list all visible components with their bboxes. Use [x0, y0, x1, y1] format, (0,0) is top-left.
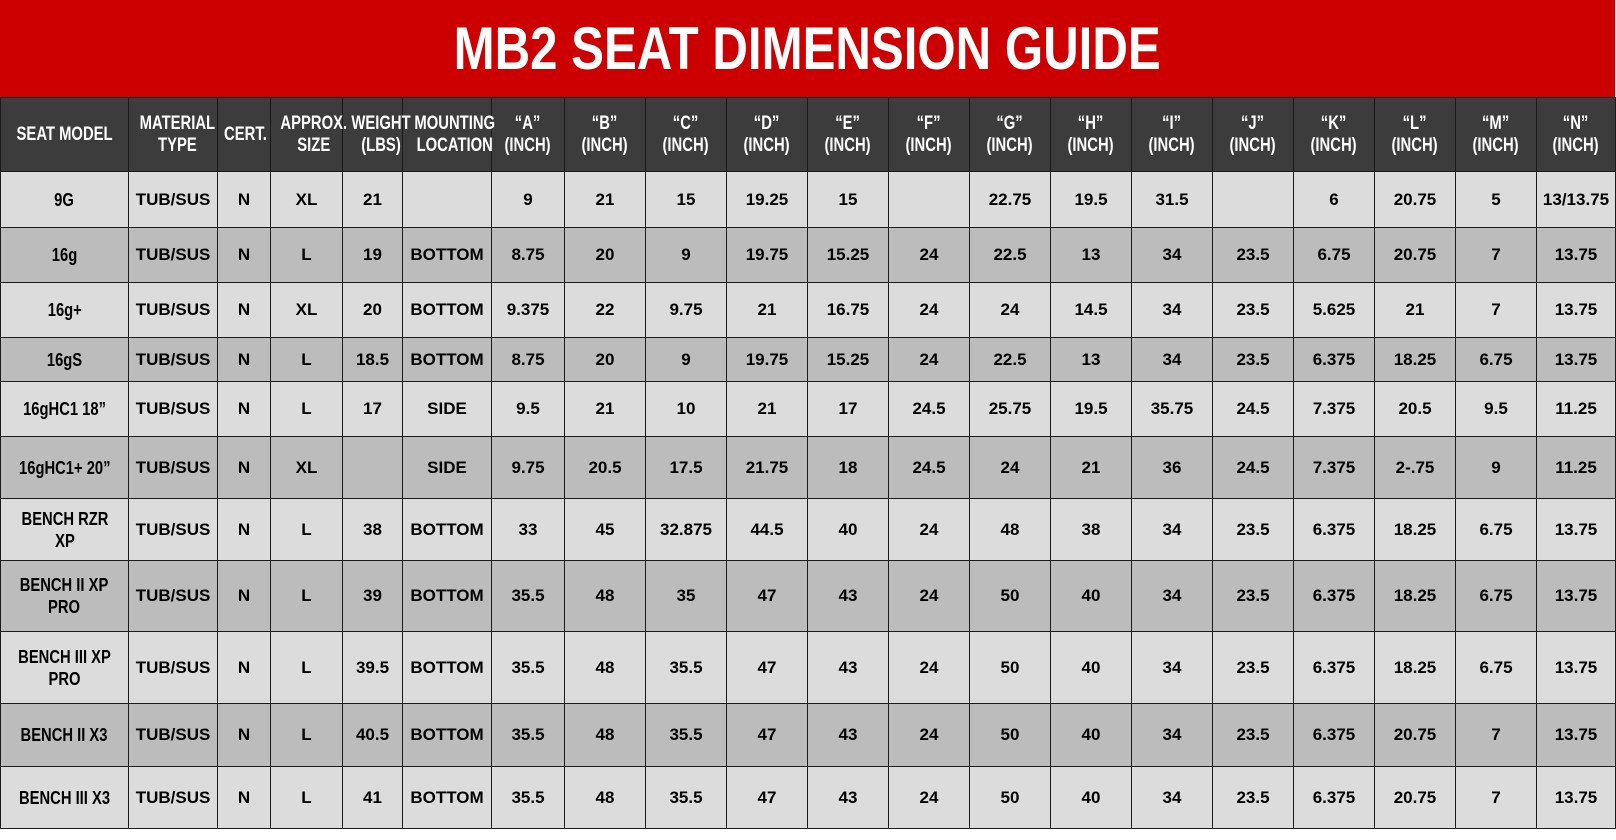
table-cell: 24.5 [889, 437, 970, 499]
table-cell: 6.375 [1294, 499, 1375, 561]
table-cell: TUB/SUS [129, 767, 218, 829]
table-cell: 24 [889, 767, 970, 829]
table-cell: BOTTOM [403, 499, 492, 561]
table-cell: TUB/SUS [129, 632, 218, 704]
table-cell: TUB/SUS [129, 382, 218, 437]
seat-model-label: 16g [51, 245, 78, 265]
column-header [808, 98, 889, 172]
table-cell: TUB/SUS [129, 437, 218, 499]
column-header-label: MATERIAL TYPE [139, 112, 216, 156]
table-cell: 24 [889, 704, 970, 767]
table-cell [343, 437, 403, 499]
table-cell: N [218, 437, 271, 499]
table-cell: N [218, 704, 271, 767]
column-header [970, 98, 1051, 172]
table-cell: 24 [889, 632, 970, 704]
table-cell: 7.375 [1294, 382, 1375, 437]
table-cell: 39.5 [343, 632, 403, 704]
table-row [1, 704, 1616, 767]
seat-model-label: 9G [54, 189, 75, 210]
table-cell [403, 172, 492, 228]
table-cell: 13.75 [1537, 767, 1616, 829]
table-cell: 22.75 [970, 172, 1051, 228]
seat-model-cell [1, 382, 129, 437]
table-cell: N [218, 338, 271, 382]
table-cell: 40.5 [343, 704, 403, 767]
column-header [1051, 98, 1132, 172]
column-header [1294, 98, 1375, 172]
table-row [1, 382, 1616, 437]
seat-model-label: 16gS [46, 349, 83, 370]
table-cell: TUB/SUS [129, 499, 218, 561]
column-header-label: “K” (INCH) [1310, 112, 1358, 156]
table-cell: 22 [565, 283, 646, 338]
table-cell: 11.25 [1537, 437, 1616, 499]
table-cell: 44.5 [727, 499, 808, 561]
table-cell: 24.5 [889, 382, 970, 437]
table-cell: 48 [970, 499, 1051, 561]
table-cell: 35.5 [492, 632, 565, 704]
table-cell: 23.5 [1213, 704, 1294, 767]
table-cell: 18.25 [1375, 561, 1456, 632]
table-cell: L [271, 228, 343, 283]
table-body [1, 172, 1616, 829]
table-cell: N [218, 632, 271, 704]
table-cell: 50 [970, 767, 1051, 829]
table-cell [889, 172, 970, 228]
table-cell: 35.5 [646, 767, 727, 829]
table-cell: 20.5 [565, 437, 646, 499]
table-cell: 40 [808, 499, 889, 561]
table-cell: 18.25 [1375, 499, 1456, 561]
table-cell: 24 [970, 283, 1051, 338]
table-cell: 21 [1375, 283, 1456, 338]
table-cell: BOTTOM [403, 767, 492, 829]
table-cell: 21.75 [727, 437, 808, 499]
table-cell: 13 [1051, 228, 1132, 283]
table-cell: XL [271, 172, 343, 228]
table-cell: 6.75 [1456, 632, 1537, 704]
table-cell: 18.25 [1375, 338, 1456, 382]
table-cell: 19 [343, 228, 403, 283]
table-cell: 43 [808, 632, 889, 704]
table-cell: 24 [889, 338, 970, 382]
table-cell: 20.75 [1375, 172, 1456, 228]
table-cell: 20.75 [1375, 704, 1456, 767]
column-header [1375, 98, 1456, 172]
table-cell: 7 [1456, 228, 1537, 283]
table-cell: 24 [889, 561, 970, 632]
header-row [1, 98, 1616, 172]
table-cell: 48 [565, 632, 646, 704]
table-cell: 9 [492, 172, 565, 228]
title-banner [0, 0, 1615, 97]
table-cell: 47 [727, 704, 808, 767]
table-cell: 6.75 [1456, 499, 1537, 561]
table-cell: 33 [492, 499, 565, 561]
table-cell: 13 [1051, 338, 1132, 382]
column-header-label: “I” (INCH) [1148, 112, 1196, 156]
seat-model-label: BENCH III XP PRO [18, 646, 111, 689]
seat-model-label: 16gHC1 18” [23, 399, 106, 419]
table-cell: 14.5 [1051, 283, 1132, 338]
table-cell: 13.75 [1537, 338, 1616, 382]
column-header [1132, 98, 1213, 172]
column-header-label: WEIGHT (LBS) [351, 112, 411, 156]
table-cell: 13.75 [1537, 499, 1616, 561]
table-cell: 40 [1051, 704, 1132, 767]
table-cell: 21 [727, 283, 808, 338]
table-cell: 21 [727, 382, 808, 437]
table-cell: 8.75 [492, 338, 565, 382]
table-cell: TUB/SUS [129, 704, 218, 767]
table-cell: 34 [1132, 704, 1213, 767]
table-cell: 20 [565, 228, 646, 283]
table-cell: 24.5 [1213, 437, 1294, 499]
table-cell: 47 [727, 632, 808, 704]
table-row [1, 437, 1616, 499]
table-cell: 13.75 [1537, 632, 1616, 704]
table-row [1, 632, 1616, 704]
table-row [1, 172, 1616, 228]
table-cell: N [218, 561, 271, 632]
table-row [1, 338, 1616, 382]
seat-model-cell [1, 499, 129, 561]
table-cell: 23.5 [1213, 767, 1294, 829]
page-title: MB2 SEAT DIMENSION GUIDE [453, 15, 1162, 82]
table-cell: 34 [1132, 499, 1213, 561]
table-cell: L [271, 767, 343, 829]
seat-model-label: BENCH RZR XP [21, 508, 108, 551]
table-cell: 6.375 [1294, 767, 1375, 829]
table-cell: 7 [1456, 704, 1537, 767]
table-cell: 18.25 [1375, 632, 1456, 704]
column-header [1, 98, 129, 172]
table-cell: 24 [970, 437, 1051, 499]
table-cell: 6 [1294, 172, 1375, 228]
column-header [1537, 98, 1616, 172]
column-header [403, 98, 496, 172]
table-cell: 9.5 [1456, 382, 1537, 437]
table-cell: 47 [727, 767, 808, 829]
table-cell: 20.75 [1375, 228, 1456, 283]
table-cell: 43 [808, 704, 889, 767]
seat-model-label: 16g+ [47, 300, 82, 320]
table-cell: 41 [343, 767, 403, 829]
table-cell: TUB/SUS [129, 228, 218, 283]
table-cell: L [271, 632, 343, 704]
table-cell: 6.75 [1294, 228, 1375, 283]
table-cell: 32.875 [646, 499, 727, 561]
table-cell: N [218, 499, 271, 561]
table-cell: 6.375 [1294, 561, 1375, 632]
table-cell: 2-.75 [1375, 437, 1456, 499]
table-cell: 48 [565, 767, 646, 829]
column-header-label: “H” (INCH) [1067, 112, 1115, 156]
table-cell: 15.25 [808, 228, 889, 283]
column-header-label: “E” (INCH) [824, 112, 872, 156]
column-header [565, 98, 646, 172]
table-cell: 11.25 [1537, 382, 1616, 437]
seat-model-label: BENCH II XP PRO [20, 575, 109, 617]
table-cell: 16.75 [808, 283, 889, 338]
table-cell: BOTTOM [403, 228, 492, 283]
table-cell: 20 [565, 338, 646, 382]
table-cell: 9 [1456, 437, 1537, 499]
table-cell: BOTTOM [403, 561, 492, 632]
column-header [727, 98, 808, 172]
table-cell: 5.625 [1294, 283, 1375, 338]
table-cell: 35.5 [646, 632, 727, 704]
seat-model-cell [1, 338, 129, 382]
table-cell: 23.5 [1213, 561, 1294, 632]
table-cell: 43 [808, 767, 889, 829]
table-cell: 20 [343, 283, 403, 338]
column-header [1456, 98, 1537, 172]
table-cell: 9 [646, 228, 727, 283]
table-cell: 19.5 [1051, 172, 1132, 228]
table-cell: 35.5 [492, 767, 565, 829]
table-cell: 6.75 [1456, 561, 1537, 632]
table-cell: L [271, 382, 343, 437]
table-cell: 9 [646, 338, 727, 382]
table-cell: 13.75 [1537, 228, 1616, 283]
table-cell: 13/13.75 [1537, 172, 1616, 228]
table-cell: 50 [970, 632, 1051, 704]
table-cell: L [271, 499, 343, 561]
column-header [129, 98, 218, 172]
table-cell: 19.25 [727, 172, 808, 228]
table-row [1, 499, 1616, 561]
table-cell: N [218, 767, 271, 829]
table-cell: 50 [970, 704, 1051, 767]
table-cell: 40 [1051, 767, 1132, 829]
table-cell: 22.5 [970, 338, 1051, 382]
seat-model-cell [1, 767, 129, 829]
table-cell: 31.5 [1132, 172, 1213, 228]
table-cell: 48 [565, 561, 646, 632]
table-cell: 7 [1456, 283, 1537, 338]
seat-model-cell [1, 172, 129, 228]
table-cell: 18.5 [343, 338, 403, 382]
table-cell: 9.75 [646, 283, 727, 338]
table-cell: 20.5 [1375, 382, 1456, 437]
table-cell: TUB/SUS [129, 283, 218, 338]
table-cell: 6.75 [1456, 338, 1537, 382]
table-cell: 34 [1132, 632, 1213, 704]
table-cell: 23.5 [1213, 499, 1294, 561]
column-header-label: APPROX. SIZE [280, 112, 348, 156]
table-cell: 21 [565, 382, 646, 437]
seat-model-label: BENCH II X3 [21, 725, 108, 745]
table-cell: 35.75 [1132, 382, 1213, 437]
table-cell: 23.5 [1213, 338, 1294, 382]
table-cell: L [271, 561, 343, 632]
column-header-label: “J” (INCH) [1229, 112, 1277, 156]
seat-model-label: 16gHC1+ 20” [18, 457, 111, 478]
seat-model-cell [1, 228, 129, 283]
column-header-label: “G” (INCH) [986, 112, 1034, 156]
table-cell: 47 [727, 561, 808, 632]
seat-model-label: BENCH III X3 [18, 787, 111, 808]
column-header [646, 98, 727, 172]
table-cell: 25.75 [970, 382, 1051, 437]
table-cell: 34 [1132, 283, 1213, 338]
table-cell: 9.75 [492, 437, 565, 499]
table-cell: TUB/SUS [129, 172, 218, 228]
table-cell: 38 [343, 499, 403, 561]
table-cell: 13.75 [1537, 704, 1616, 767]
seat-model-cell [1, 283, 129, 338]
table-cell: 17.5 [646, 437, 727, 499]
column-header-label: “N” (INCH) [1552, 112, 1600, 156]
table-cell: 19.5 [1051, 382, 1132, 437]
table-cell: 9.375 [492, 283, 565, 338]
table-cell: 40 [1051, 632, 1132, 704]
table-cell: 24 [889, 499, 970, 561]
table-cell: 24 [889, 283, 970, 338]
table-cell: 21 [565, 172, 646, 228]
table-cell: XL [271, 283, 343, 338]
table-cell: L [271, 338, 343, 382]
table-cell: 39 [343, 561, 403, 632]
table-cell: SIDE [403, 437, 492, 499]
table-cell: 36 [1132, 437, 1213, 499]
table-cell: 15 [808, 172, 889, 228]
table-row [1, 283, 1616, 338]
column-header-label: “F” (INCH) [905, 112, 953, 156]
table-cell [1213, 172, 1294, 228]
table-cell: 10 [646, 382, 727, 437]
table-cell: N [218, 228, 271, 283]
column-header-label: CERT. [224, 123, 267, 145]
column-header-label: SEAT MODEL [16, 123, 113, 145]
table-cell: 17 [808, 382, 889, 437]
table-cell: 8.75 [492, 228, 565, 283]
seat-dimension-table [0, 97, 1616, 829]
column-header-label: “B” (INCH) [581, 112, 629, 156]
table-cell: 24 [889, 228, 970, 283]
table-cell: N [218, 382, 271, 437]
table-cell: TUB/SUS [129, 338, 218, 382]
column-header-label: “A” (INCH) [504, 112, 552, 156]
table-cell: 50 [970, 561, 1051, 632]
seat-model-cell [1, 632, 129, 704]
table-cell: 17 [343, 382, 403, 437]
column-header-label: MOUNTING LOCATION [414, 112, 496, 156]
table-cell: 43 [808, 561, 889, 632]
column-header [271, 98, 348, 172]
table-cell: 7.375 [1294, 437, 1375, 499]
table-cell: 21 [1051, 437, 1132, 499]
column-header-label: “D” (INCH) [743, 112, 791, 156]
table-cell: L [271, 704, 343, 767]
table-cell: 34 [1132, 561, 1213, 632]
table-cell: 45 [565, 499, 646, 561]
table-cell: 23.5 [1213, 632, 1294, 704]
table-cell: 18 [808, 437, 889, 499]
table-cell: BOTTOM [403, 338, 492, 382]
column-header-label: “M” (INCH) [1472, 112, 1520, 156]
seat-model-cell [1, 561, 129, 632]
table-cell: XL [271, 437, 343, 499]
seat-model-cell [1, 437, 129, 499]
table-cell: N [218, 172, 271, 228]
table-row [1, 767, 1616, 829]
table-cell: BOTTOM [403, 632, 492, 704]
column-header [1213, 98, 1294, 172]
table-cell: 34 [1132, 767, 1213, 829]
column-header [218, 98, 271, 172]
table-cell: 35 [646, 561, 727, 632]
table-cell: BOTTOM [403, 283, 492, 338]
seat-model-cell [1, 704, 129, 767]
table-cell: 20.75 [1375, 767, 1456, 829]
table-cell: 38 [1051, 499, 1132, 561]
table-cell: 13.75 [1537, 561, 1616, 632]
table-cell: N [218, 283, 271, 338]
table-cell: 6.375 [1294, 704, 1375, 767]
table-cell: 5 [1456, 172, 1537, 228]
table-cell: 34 [1132, 228, 1213, 283]
table-cell: 23.5 [1213, 283, 1294, 338]
table-cell: 7 [1456, 767, 1537, 829]
table-cell: 48 [565, 704, 646, 767]
table-cell: 15.25 [808, 338, 889, 382]
table-cell: SIDE [403, 382, 492, 437]
table-cell: 40 [1051, 561, 1132, 632]
table-cell: 35.5 [492, 561, 565, 632]
table-cell: 6.375 [1294, 632, 1375, 704]
table-row [1, 228, 1616, 283]
column-header [343, 98, 411, 172]
table-cell: 22.5 [970, 228, 1051, 283]
table-cell: 19.75 [727, 228, 808, 283]
column-header-label: “L” (INCH) [1391, 112, 1439, 156]
table-cell: 23.5 [1213, 228, 1294, 283]
table-cell: 24.5 [1213, 382, 1294, 437]
table-cell: 19.75 [727, 338, 808, 382]
table-cell: 9.5 [492, 382, 565, 437]
table-cell: BOTTOM [403, 704, 492, 767]
column-header-label: “C” (INCH) [662, 112, 710, 156]
table-cell: 35.5 [646, 704, 727, 767]
table-cell: 15 [646, 172, 727, 228]
table-cell: 21 [343, 172, 403, 228]
table-cell: 34 [1132, 338, 1213, 382]
column-header [492, 98, 565, 172]
column-header [889, 98, 970, 172]
table-row [1, 561, 1616, 632]
table-cell: 6.375 [1294, 338, 1375, 382]
table-cell: TUB/SUS [129, 561, 218, 632]
table-cell: 35.5 [492, 704, 565, 767]
table-cell: 13.75 [1537, 283, 1616, 338]
